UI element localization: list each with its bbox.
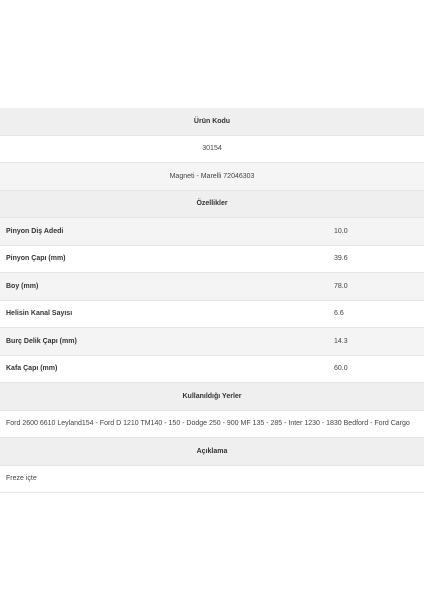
product-code-header-row: [0, 108, 424, 135]
usage-header-row: [0, 383, 424, 411]
spec-row-bushing-bore: [0, 328, 424, 356]
description-header-row: [0, 438, 424, 466]
usage-text: Ford 2600 6610 Leyland154 - Ford D 1210 TM140 - 150 - Dodge 250 - 900 MF 135 - 285 - Inter 1230 - 1830 Bedford - Ford Cargo: [0, 410, 424, 438]
spec-name: Burç Delik Çapı (mm): [0, 328, 320, 356]
spec-row-pinion-diameter: [0, 245, 424, 273]
spec-value: 10.0: [320, 218, 424, 246]
oem-reference: Magneti - Marelli 72046303: [0, 163, 424, 191]
spec-value: 78.0: [320, 273, 424, 301]
product-code: 30154: [0, 135, 424, 163]
spec-name: Pinyon Çapı (mm): [0, 245, 320, 273]
spec-row-head-diameter: [0, 355, 424, 383]
oem-reference-row: [0, 163, 424, 191]
description-header: Açıklama: [0, 438, 424, 466]
product-code-header: Ürün Kodu: [0, 108, 424, 135]
spec-value: 60.0: [320, 355, 424, 383]
description-row: [0, 465, 424, 493]
usage-header: Kullanıldığı Yerler: [0, 383, 424, 411]
description-text: Freze içte: [0, 465, 424, 493]
specs-header: Özellikler: [0, 190, 424, 218]
usage-row: [0, 410, 424, 438]
spec-value: 14.3: [320, 328, 424, 356]
spec-name: Pinyon Diş Adedi: [0, 218, 320, 246]
spec-name: Kafa Çapı (mm): [0, 355, 320, 383]
spec-value: 6.6: [320, 300, 424, 328]
spec-row-pinion-teeth: [0, 218, 424, 246]
spec-name: Helisin Kanal Sayısı: [0, 300, 320, 328]
spec-row-helix-channels: [0, 300, 424, 328]
spec-name: Boy (mm): [0, 273, 320, 301]
spec-row-length: [0, 273, 424, 301]
product-spec-table: [0, 108, 424, 493]
product-code-row: [0, 135, 424, 163]
spec-value: 39.6: [320, 245, 424, 273]
specs-header-row: [0, 190, 424, 218]
